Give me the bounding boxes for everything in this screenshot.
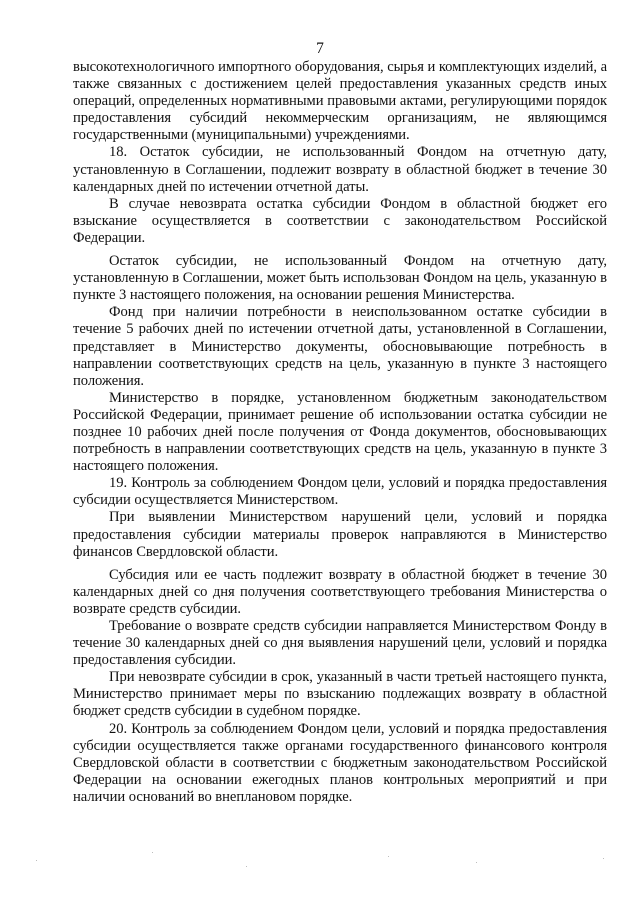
paragraph-item-20: 20. Контроль за соблюдением Фондом цели, условий и порядка предоставления субсидии осуществляется также органами государственного финансового контроля Свердловской области в соответствии с бюджетным законодательством Российской Федерации на основании ежегодных планов контрольных мероприятий и при наличии оснований во внеплановом порядке. <box>73 720 607 805</box>
page-number: 7 <box>316 40 324 57</box>
scan-speck <box>476 862 477 863</box>
scan-speck <box>152 852 153 853</box>
scan-specks <box>0 852 640 882</box>
paragraph-ministry-decision: Министерство в порядке, установленном бюджетным законодательством Российской Федерации, принимает решение об использовании остатка субсидии не позднее 10 рабочих дней после получения от Фонда документов, обосновывающих потребность в направлении соответствующих средств на цель, указанную в пункте 3 настоящего положения. <box>73 389 607 475</box>
scan-speck <box>36 860 37 861</box>
paragraph-remainder-use: Остаток субсидии, не использованный Фондом на отчетную дату, установленную в Соглашении, может быть использован Фондом на цель, указанную в пункте 3 настоящего положения, на основании решения Министерства. <box>73 253 607 304</box>
paragraph-violations: При выявлении Министерством нарушений цели, условий и порядка предоставления субсидии материалы проверок направляются в Министерство финансов Свердловской области. <box>73 509 607 560</box>
paragraph-fund-request: Фонд при наличии потребности в неиспользованном остатке субсидии в течение 5 рабочих дней по истечении отчетной даты, установленной в Соглашении, представляет в Министерство документы, обосновывающие потребность в направлении соответствующих средств на цель, указанную в пункте 3 настоящего положения. <box>73 304 607 389</box>
paragraph-return-subsidy: Субсидия или ее часть подлежит возврату в областной бюджет в течение 30 календарных дней со дня получения соответствующего требования Министерства о возврате средств субсидии. <box>73 566 607 617</box>
scan-speck <box>603 858 604 859</box>
paragraph-court-recovery: При невозврате субсидии в срок, указанный в части третьей настоящего пункта, Министерство принимает меры по взысканию подлежащих возврату в областной бюджет средств субсидии в судебном порядке. <box>73 669 607 720</box>
paragraph-continuation: высокотехнологичного импортного оборудования, сырья и комплектующих изделий, а также связанных с достижением целей предоставления указанных средств иных операций, определенных нормативными правовыми актами, регулирующими порядок предоставления субсидий некоммерческим организациям, не являющимся государственными (муниципальными) учреждениями. <box>73 59 608 144</box>
scan-speck <box>388 856 389 857</box>
paragraph-return-demand: Требование о возврате средств субсидии направляется Министерством Фонду в течение 30 календарных дней со дня выявления нарушений цели, условий и порядка предоставления субсидии. <box>73 618 607 669</box>
document-body <box>73 59 607 806</box>
paragraph-item-18: 18. Остаток субсидии, не использованный Фондом на отчетную дату, установленную в Соглашении, подлежит возврату в областной бюджет в течение 30 календарных дней по истечении отчетной даты. <box>73 144 607 195</box>
scan-speck <box>246 866 247 867</box>
paragraph-item-19: 19. Контроль за соблюдением Фондом цели, условий и порядка предоставления субсидии осуществляется Министерством. <box>73 475 607 509</box>
paragraph-recovery: В случае невозврата остатка субсидии Фондом в областной бюджет его взыскание осуществляется в соответствии с законодательством Российской Федерации. <box>73 195 607 246</box>
